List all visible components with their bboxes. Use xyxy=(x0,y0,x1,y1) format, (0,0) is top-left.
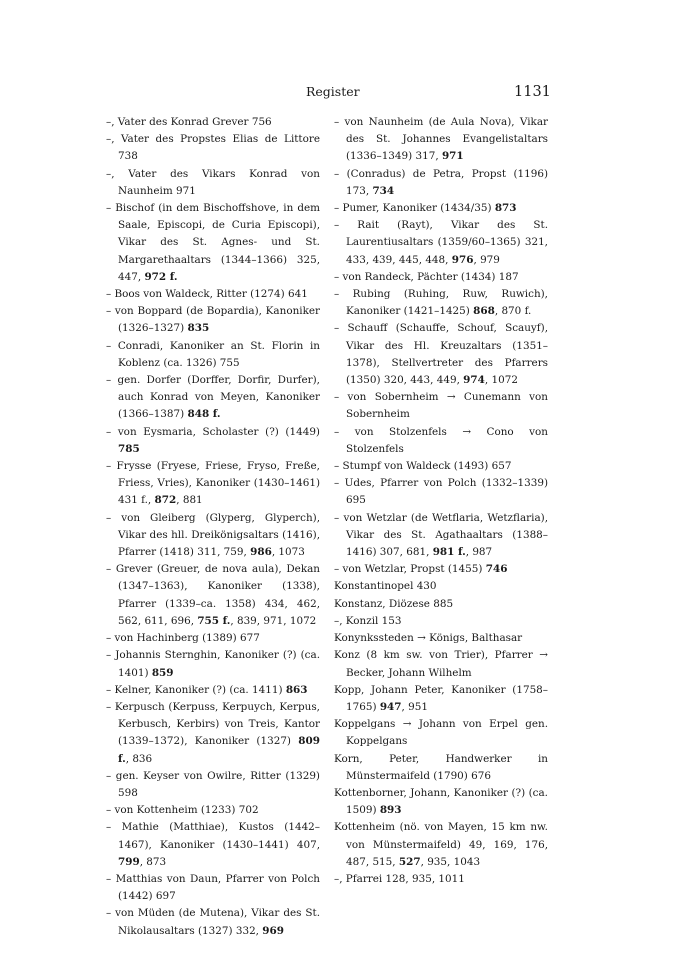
index-subentry xyxy=(334,510,548,562)
index-subentry xyxy=(106,338,320,372)
index-entry xyxy=(334,647,548,681)
index-subentry xyxy=(106,114,320,131)
index-subentry xyxy=(106,647,320,681)
entry-text: , 987 xyxy=(465,546,493,559)
entry-text: – Schauff (Schauffe, Schouf, Scauyf), Vikar des Hl. Kreuzaltars (1351–1378), Stellvertreter des Pfarrers (1350) 320, 443, 449, xyxy=(334,322,548,387)
index-subentry xyxy=(106,372,320,424)
page-ref-bold: 947 xyxy=(379,700,402,713)
entry-text: – Rubing (Ruhing, Ruw, Ruwich), Kanoniker (1421–1425) xyxy=(334,288,548,318)
entry-text: –, Konzil 153 xyxy=(334,614,402,627)
index-subentry xyxy=(334,286,548,320)
entry-text: – Bischof (in dem Bischoffshove, in dem Saale, Episcopi, de Curia Episcopi), Vikar des St. Agnes- und St. Margarethaaltars (1344–1366) 325, 447, xyxy=(106,202,320,283)
entry-text: – von Kottenheim (1233) 702 xyxy=(106,804,259,817)
index-subentry xyxy=(106,424,320,458)
index-subentry xyxy=(334,114,548,166)
index-entry xyxy=(334,630,548,647)
page-ref-bold: 893 xyxy=(379,804,402,817)
page-ref-bold: 974 xyxy=(463,374,485,387)
left-column xyxy=(106,114,320,940)
entry-text: , 1072 xyxy=(484,374,518,387)
entry-text: – von Randeck, Pächter (1434) 187 xyxy=(334,270,519,283)
page-ref-bold: 785 xyxy=(118,442,140,455)
entry-text: – von Boppard (de Bopardia), Kanoniker (1326–1327) xyxy=(106,305,320,335)
page-ref-bold: 848 f. xyxy=(187,408,221,421)
index-subentry xyxy=(106,819,320,871)
index-subentry xyxy=(334,458,548,475)
entry-text: , 870 f. xyxy=(494,305,532,318)
page-ref-bold: 746 xyxy=(485,563,508,576)
index-subentry xyxy=(334,561,548,578)
entry-text: – Matthias von Daun, Pfarrer von Polch (1442) 697 xyxy=(106,872,320,903)
entry-text: Kottenborner, Johann, Kanoniker (?) (ca. 1509) xyxy=(334,786,548,817)
page-ref-bold: 872 xyxy=(154,494,177,507)
entry-text: , 873 xyxy=(139,855,167,868)
entry-text: Konstanz, Diözese 885 xyxy=(334,597,454,610)
page-ref-bold: 809 f. xyxy=(118,735,320,765)
index-subentry xyxy=(106,905,320,939)
entry-text: – von Sobernheim → Cunemann von Sobernheim xyxy=(334,391,548,421)
entry-text: , 979 xyxy=(473,253,500,266)
index-subentry xyxy=(334,320,548,389)
entry-text: Kopp, Johann Peter, Kanoniker (1758–1765) xyxy=(334,683,548,713)
entry-text: – gen. Keyser von Owilre, Ritter (1329) 598 xyxy=(106,769,320,799)
index-subentry xyxy=(334,871,548,888)
entry-text: – gen. Dorfer (Dorffer, Dorfir, Durfer), auch Konrad von Meyen, Kanoniker (1366–1387) xyxy=(106,374,320,421)
entry-text: –, Vater des Propstes Elias de Littore 738 xyxy=(106,133,320,163)
entry-text: – von Wetzlar, Propst (1455) xyxy=(334,563,486,576)
index-entry xyxy=(334,819,548,871)
entry-text: – von Müden (de Mutena), Vikar des St. Nikolausaltars (1327) 332, xyxy=(106,907,320,937)
entry-text: – Kelner, Kanoniker (?) (ca. 1411) xyxy=(106,683,286,696)
page-number: 1131 xyxy=(514,84,551,100)
page-ref-bold: 835 xyxy=(187,322,210,335)
entry-text: – Rait (Rayt), Vikar des St. Laurentiusaltars (1359/60–1365) 321, 433, 439, 445, 448, xyxy=(334,219,548,266)
index-subentry xyxy=(334,475,548,509)
page-ref-bold: 868 xyxy=(473,305,495,318)
entry-text: , 839, 971, 1072 xyxy=(230,614,317,627)
entry-text: Konz (8 km sw. von Trier), Pfarrer → Becker, Johann Wilhelm xyxy=(334,649,548,679)
entry-text: – von Gleiberg (Glyperg, Glyperch), Vikar des hll. Dreikönigsaltars (1416), Pfarrer (1418) 311, 759, xyxy=(106,511,320,559)
index-entry xyxy=(334,596,548,613)
index-subentry xyxy=(106,458,320,510)
index-subentry xyxy=(106,166,320,200)
entry-text: – Stumpf von Waldeck (1493) 657 xyxy=(334,460,512,473)
entry-text: Kottenheim (nö. von Mayen, 15 km nw. von Münstermaifeld) 49, 169, 176, 487, 515, xyxy=(334,821,548,868)
entry-text: – von Wetzlar (de Wetflaria, Wetzflaria), Vikar des St. Agathaaltars (1388–1416) 307, 681, xyxy=(334,511,548,559)
index-subentry xyxy=(106,768,320,802)
index-subentry xyxy=(106,510,320,562)
index-entry xyxy=(334,578,548,595)
entry-text: – von Hachinberg (1389) 677 xyxy=(106,632,260,645)
index-subentry xyxy=(106,871,320,905)
index-subentry xyxy=(106,630,320,647)
index-subentry xyxy=(334,217,548,269)
index-subentry xyxy=(334,424,548,458)
entry-text: Korn, Peter, Handwerker in Münstermaifeld (1790) 676 xyxy=(334,752,548,782)
entry-text: – von Stolzenfels → Cono von Stolzenfels xyxy=(334,425,548,455)
entry-text: – Johannis Sternghin, Kanoniker (?) (ca. 1401) xyxy=(106,649,320,679)
page-ref-bold: 734 xyxy=(372,184,395,197)
entry-text: –, Vater des Vikars Konrad von Naunheim 971 xyxy=(106,167,320,197)
index-subentry xyxy=(334,200,548,217)
entry-text: Konstantinopel 430 xyxy=(334,580,437,593)
entry-text: , 836 xyxy=(125,752,153,765)
page-ref-bold: 972 f. xyxy=(144,270,178,283)
entry-text: – Udes, Pfarrer von Polch (1332–1339) 695 xyxy=(334,477,548,507)
entry-text: – Mathie (Matthiae), Kustos (1442–1467), Kanoniker (1430–1441) 407, xyxy=(106,821,320,851)
entry-text: – Pumer, Kanoniker (1434/35) xyxy=(334,202,495,215)
page-ref-bold: 981 f. xyxy=(432,546,466,559)
entry-text: –, Vater des Konrad Grever 756 xyxy=(106,116,272,128)
index-subentry xyxy=(106,131,320,165)
entry-text: – Conradi, Kanoniker an St. Florin in Koblenz (ca. 1326) 755 xyxy=(106,339,320,369)
index-subentry xyxy=(334,389,548,423)
index-subentry xyxy=(106,286,320,303)
right-column xyxy=(334,114,548,888)
running-header-title: Register xyxy=(306,84,360,99)
index-entry xyxy=(334,716,548,750)
entry-text: Koppelgans → Johann von Erpel gen. Koppelgans xyxy=(334,718,548,748)
index-subentry xyxy=(106,561,320,630)
page-ref-bold: 863 xyxy=(285,683,308,696)
page-ref-bold: 873 xyxy=(494,202,517,215)
entry-text: – von Eysmaria, Scholaster (?) (1449) xyxy=(106,425,320,438)
entry-text: –, Pfarrei 128, 935, 1011 xyxy=(334,872,465,885)
entry-text: – Frysse (Fryese, Friese, Fryso, Freße, Friess, Vries), Kanoniker (1430–1461) 431 f., xyxy=(106,460,320,507)
entry-text: , 1073 xyxy=(271,546,305,559)
index-subentry xyxy=(106,699,320,768)
index-entry xyxy=(334,682,548,716)
entry-text: – Kerpusch (Kerpuss, Kerpuych, Kerpus, Kerbusch, Kerbirs) von Treis, Kantor (1339–1372), Kanoniker (1327) xyxy=(106,700,320,748)
entry-text: , 951 xyxy=(401,700,428,713)
page-ref-bold: 799 xyxy=(118,855,140,868)
entry-text: Konynkssteden → Königs, Balthasar xyxy=(334,632,523,645)
page-ref-bold: 859 xyxy=(151,666,174,679)
page-ref-bold: 971 xyxy=(441,150,464,163)
index-subentry xyxy=(334,166,548,200)
index-entry xyxy=(334,785,548,819)
index-subentry xyxy=(106,303,320,337)
index-subentry xyxy=(106,200,320,286)
page-ref-bold: 976 xyxy=(451,253,474,266)
page-ref-bold: 969 xyxy=(262,924,284,937)
entry-text: , 881 xyxy=(176,494,203,507)
page-ref-bold: 986 xyxy=(250,546,272,559)
index-subentry xyxy=(106,682,320,699)
entry-text: – (Conradus) de Petra, Propst (1196) 173, xyxy=(334,167,548,197)
entry-text: – von Naunheim (de Aula Nova), Vikar des St. Johannes Evangelistaltars (1336–1349) 317, xyxy=(334,116,548,163)
entry-text: – Grever (Greuer, de nova aula), Dekan (1347–1363), Kanoniker (1338), Pfarrer (1339–ca. 1358) 434, 462, 562, 611, 696, xyxy=(106,563,320,627)
entry-text: , 935, 1043 xyxy=(420,855,481,868)
page-ref-bold: 755 f. xyxy=(197,614,231,627)
entry-text: – Boos von Waldeck, Ritter (1274) 641 xyxy=(106,288,308,301)
index-entry xyxy=(334,751,548,785)
index-subentry xyxy=(334,613,548,630)
index-subentry xyxy=(334,269,548,286)
page-ref-bold: 527 xyxy=(398,855,421,868)
index-subentry xyxy=(106,802,320,819)
